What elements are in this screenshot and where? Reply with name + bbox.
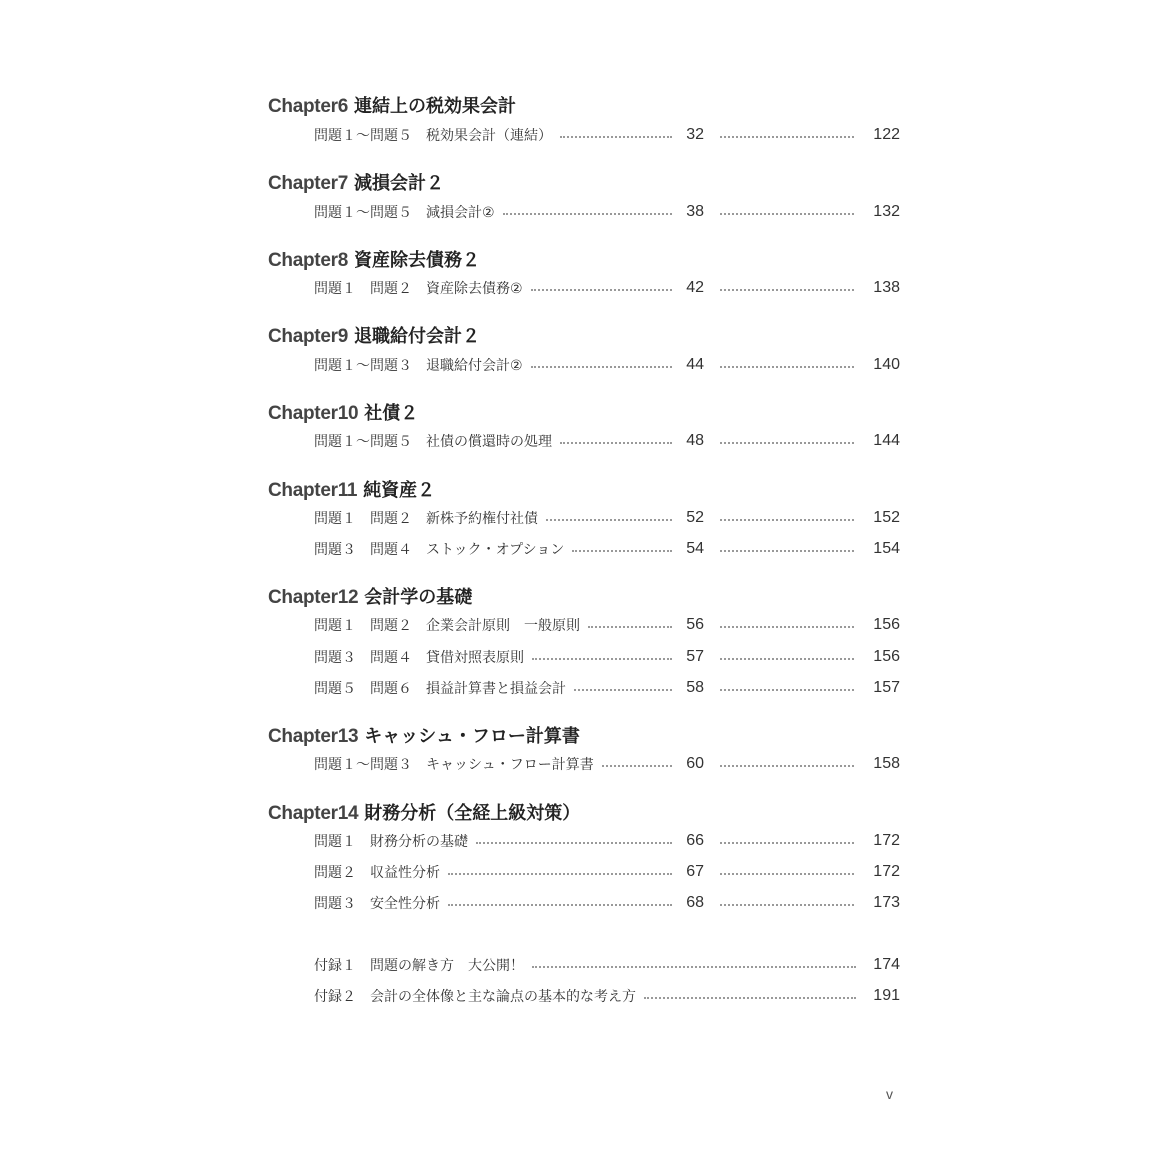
- chapter-title: 財務分析（全経上級対策）: [364, 803, 581, 824]
- toc-entry: [314, 753, 900, 775]
- problem-range: 問題１～問題３: [314, 757, 412, 773]
- leader-dots: [644, 997, 856, 999]
- leader-dots: [531, 289, 672, 291]
- problem-range: 問題１～問題５: [314, 434, 412, 450]
- appendix-entry: [314, 985, 900, 1007]
- leader-dots: [720, 873, 854, 875]
- appendix-label: 付録２: [314, 989, 356, 1005]
- leader-dots: [476, 842, 672, 844]
- chapter-label: Chapter8: [268, 250, 348, 271]
- leader-dots: [574, 689, 672, 691]
- entry-title: 減損会計②: [426, 205, 495, 221]
- problem-page: 52: [686, 509, 704, 526]
- chapter-title: 退職給付会計２: [353, 326, 480, 347]
- chapter-label: Chapter10: [268, 403, 359, 424]
- leader-dots: [720, 765, 854, 767]
- problem-range: 問題１: [314, 834, 356, 850]
- leader-dots: [531, 366, 672, 368]
- leader-dots: [720, 550, 854, 552]
- problem-range: 問題１ 問題２: [314, 511, 412, 527]
- toc-entry: [314, 830, 900, 852]
- page-number: v: [886, 1086, 893, 1102]
- answer-page: 173: [873, 894, 900, 911]
- chapter-label: Chapter12: [268, 587, 359, 608]
- toc-entry: [314, 677, 900, 699]
- appendix-page: 174: [873, 956, 900, 973]
- leader-dots: [588, 626, 672, 628]
- leader-dots: [720, 136, 854, 138]
- leader-dots: [572, 550, 672, 552]
- chapter-title: 連結上の税効果会計: [353, 96, 516, 117]
- entry-title: キャッシュ・フロー計算書: [426, 757, 594, 773]
- chapter-title: 資産除去債務２: [353, 250, 480, 271]
- entry-title: 安全性分析: [370, 896, 440, 912]
- leader-dots: [602, 765, 672, 767]
- chapter-heading-11: [268, 476, 908, 506]
- toc-entry: [314, 507, 900, 529]
- answer-page: 156: [873, 648, 900, 665]
- toc-entry: [314, 892, 900, 914]
- leader-dots: [720, 519, 854, 521]
- entry-title: ストック・オプション: [426, 542, 565, 558]
- chapter-heading-9: [268, 322, 908, 352]
- chapter-heading-14: [268, 799, 908, 829]
- problem-page: 54: [686, 540, 704, 557]
- leader-dots: [448, 873, 672, 875]
- problem-page: 48: [686, 432, 704, 449]
- leader-dots: [720, 442, 854, 444]
- problem-range: 問題１～問題３: [314, 358, 412, 374]
- toc-entry: [314, 354, 900, 376]
- chapter-title: 会計学の基礎: [364, 587, 473, 608]
- toc-entry: [314, 430, 900, 452]
- answer-page: 122: [873, 126, 900, 143]
- problem-page: 44: [686, 356, 704, 373]
- appendix-page: 191: [873, 987, 900, 1004]
- answer-page: 172: [873, 832, 900, 849]
- problem-range: 問題３ 問題４: [314, 650, 412, 666]
- problem-range: 問題２: [314, 865, 356, 881]
- entry-title: 損益計算書と損益会計: [426, 681, 566, 697]
- chapter-title: 純資産２: [363, 480, 436, 501]
- entry-title: 収益性分析: [370, 865, 440, 881]
- toc-entry: [314, 201, 900, 223]
- answer-page: 157: [873, 679, 900, 696]
- chapter-label: Chapter14: [268, 803, 359, 824]
- appendix-entry: [314, 954, 900, 976]
- problem-page: 57: [686, 648, 704, 665]
- problem-range: 問題１ 問題２: [314, 281, 412, 297]
- chapter-title: キャッシュ・フロー計算書: [364, 726, 580, 747]
- problem-page: 32: [686, 126, 704, 143]
- answer-page: 132: [873, 203, 900, 220]
- problem-range: 問題１ 問題２: [314, 618, 412, 634]
- problem-range: 問題３ 問題４: [314, 542, 412, 558]
- entry-title: 社債の償還時の処理: [426, 434, 552, 450]
- problem-range: 問題３: [314, 896, 356, 912]
- toc-entry: [314, 538, 900, 560]
- leader-dots: [720, 213, 854, 215]
- toc-entry: [314, 646, 900, 668]
- leader-dots: [720, 689, 854, 691]
- problem-page: 66: [686, 832, 704, 849]
- entry-title: 税効果会計（連結）: [426, 128, 552, 144]
- entry-title: 退職給付会計②: [426, 358, 523, 374]
- chapter-heading-12: [268, 583, 908, 613]
- leader-dots: [720, 289, 854, 291]
- appendix-label: 付録１: [314, 958, 356, 974]
- leader-dots: [720, 842, 854, 844]
- problem-page: 38: [686, 203, 704, 220]
- chapter-heading-8: [268, 246, 908, 276]
- chapter-label: Chapter11: [268, 480, 358, 501]
- chapter-heading-7: [268, 169, 908, 199]
- toc-entry: [314, 124, 900, 146]
- chapter-heading-10: [268, 399, 908, 429]
- leader-dots: [720, 658, 854, 660]
- problem-page: 42: [686, 279, 704, 296]
- toc-entry: [314, 277, 900, 299]
- answer-page: 172: [873, 863, 900, 880]
- leader-dots: [532, 658, 672, 660]
- problem-page: 58: [686, 679, 704, 696]
- leader-dots: [720, 366, 854, 368]
- chapter-label: Chapter7: [268, 173, 348, 194]
- leader-dots: [560, 136, 672, 138]
- problem-page: 67: [686, 863, 704, 880]
- chapter-label: Chapter9: [268, 326, 348, 347]
- answer-page: 156: [873, 616, 900, 633]
- problem-range: 問題１～問題５: [314, 205, 412, 221]
- appendix-title: 会計の全体像と主な論点の基本的な考え方: [370, 989, 636, 1005]
- answer-page: 154: [873, 540, 900, 557]
- leader-dots: [720, 626, 854, 628]
- chapter-label: Chapter6: [268, 96, 348, 117]
- chapter-title: 社債２: [364, 403, 419, 424]
- entry-title: 企業会計原則 一般原則: [426, 618, 580, 634]
- toc-entry: [314, 861, 900, 883]
- appendix-title: 問題の解き方 大公開！: [370, 958, 524, 974]
- answer-page: 138: [873, 279, 900, 296]
- answer-page: 158: [873, 755, 900, 772]
- entry-title: 財務分析の基礎: [370, 834, 468, 850]
- leader-dots: [503, 213, 672, 215]
- answer-page: 152: [873, 509, 900, 526]
- leader-dots: [720, 904, 854, 906]
- chapter-heading-13: [268, 722, 908, 752]
- entry-title: 貸借対照表原則: [426, 650, 524, 666]
- entry-title: 新株予約権付社債: [426, 511, 538, 527]
- leader-dots: [546, 519, 672, 521]
- chapter-heading-6: [268, 92, 908, 122]
- leader-dots: [448, 904, 672, 906]
- problem-page: 56: [686, 616, 704, 633]
- problem-page: 60: [686, 755, 704, 772]
- entry-title: 資産除去債務②: [426, 281, 523, 297]
- chapter-title: 減損会計２: [353, 173, 444, 194]
- problem-range: 問題５ 問題６: [314, 681, 412, 697]
- leader-dots: [532, 966, 856, 968]
- problem-page: 68: [686, 894, 704, 911]
- problem-range: 問題１～問題５: [314, 128, 412, 144]
- chapter-label: Chapter13: [268, 726, 359, 747]
- answer-page: 144: [873, 432, 900, 449]
- answer-page: 140: [873, 356, 900, 373]
- toc-entry: [314, 614, 900, 636]
- leader-dots: [560, 442, 672, 444]
